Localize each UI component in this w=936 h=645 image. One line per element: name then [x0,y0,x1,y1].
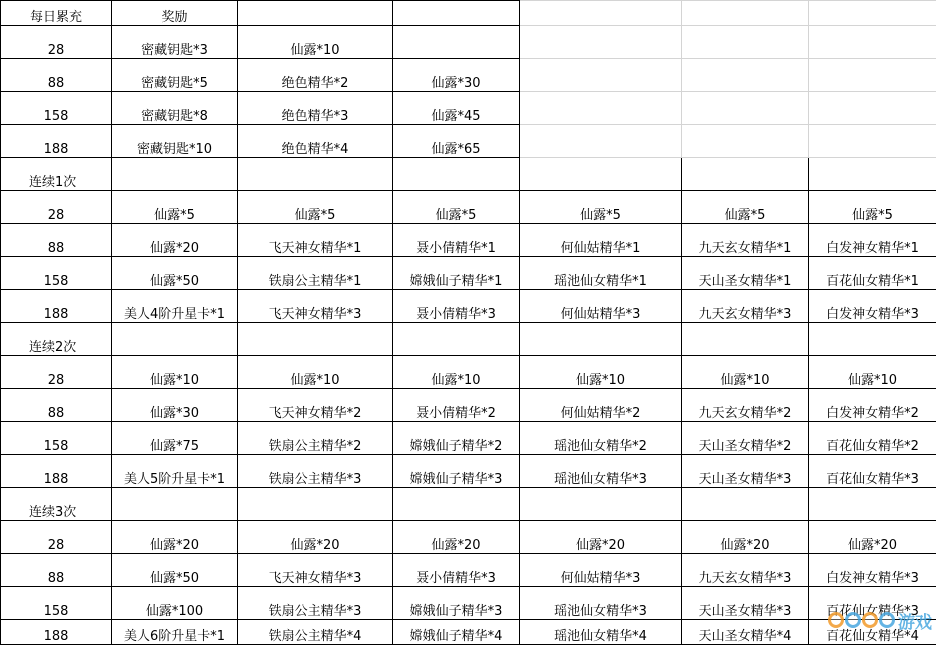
table-row [1,587,936,620]
reward-cell[interactable]: 瑶池仙女精华*3 [520,587,682,620]
table-cell[interactable] [393,1,520,26]
reward-cell[interactable]: 仙露*5 [682,191,809,224]
reward-cell[interactable]: 铁扇公主精华*1 [238,257,393,290]
table-row [1,290,936,323]
reward-cell[interactable]: 九天玄女精华*3 [682,554,809,587]
reward-cell[interactable]: 绝色精华*3 [238,92,393,125]
reward-cell[interactable]: 天山圣女精华*4 [682,620,809,645]
reward-cell[interactable]: 天山圣女精华*3 [682,587,809,620]
amount-cell[interactable]: 158 [1,92,112,125]
reward-cell[interactable]: 仙露*50 [112,257,238,290]
table-cell[interactable] [809,323,936,356]
reward-cell[interactable]: 飞天神女精华*3 [238,290,393,323]
reward-cell[interactable] [393,26,520,59]
table-cell[interactable] [682,1,809,26]
reward-cell[interactable]: 嫦娥仙子精华*4 [393,620,520,645]
table-cell[interactable] [112,488,238,521]
amount-cell[interactable]: 28 [1,191,112,224]
reward-cell[interactable]: 瑶池仙女精华*3 [520,455,682,488]
table-cell[interactable] [682,92,809,125]
section-row [1,488,936,521]
reward-cell[interactable]: 仙露*10 [238,26,393,59]
reward-cell[interactable]: 聂小倩精华*2 [393,389,520,422]
reward-cell[interactable]: 天山圣女精华*3 [682,455,809,488]
table-cell[interactable] [238,1,393,26]
amount-cell[interactable]: 158 [1,587,112,620]
table-row [1,125,936,158]
table-cell[interactable] [393,323,520,356]
reward-cell[interactable]: 仙露*10 [393,356,520,389]
amount-cell[interactable]: 28 [1,356,112,389]
section-row [1,158,936,191]
table-cell[interactable] [682,158,809,191]
table-cell[interactable] [809,125,936,158]
reward-cell[interactable]: 白发神女精华*2 [809,389,936,422]
table-cell[interactable] [393,158,520,191]
table-cell[interactable] [238,158,393,191]
reward-cell[interactable]: 何仙姑精华*1 [520,224,682,257]
reward-cell[interactable]: 嫦娥仙子精华*3 [393,455,520,488]
amount-cell[interactable]: 28 [1,521,112,554]
reward-cell[interactable]: 百花仙女精华*1 [809,257,936,290]
reward-cell[interactable]: 密藏钥匙*3 [112,26,238,59]
reward-cell[interactable]: 铁扇公主精华*4 [238,620,393,645]
table-row [1,92,936,125]
amount-cell[interactable]: 28 [1,26,112,59]
reward-cell[interactable]: 仙露*5 [112,191,238,224]
reward-cell[interactable]: 聂小倩精华*3 [393,290,520,323]
table-cell[interactable] [520,1,682,26]
reward-cell[interactable]: 仙露*5 [809,191,936,224]
reward-cell[interactable]: 仙露*30 [112,389,238,422]
table-cell[interactable] [809,92,936,125]
reward-cell[interactable]: 聂小倩精华*3 [393,554,520,587]
reward-cell[interactable]: 仙露*10 [520,356,682,389]
reward-cell[interactable]: 九天玄女精华*2 [682,389,809,422]
table-row [1,257,936,290]
table-row [1,224,936,257]
reward-cell[interactable]: 密藏钥匙*8 [112,92,238,125]
reward-cell[interactable]: 仙露*45 [393,92,520,125]
reward-cell[interactable]: 百花仙女精华*3 [809,587,936,620]
table-row [1,521,936,554]
reward-cell[interactable]: 美人4阶升星卡*1 [112,290,238,323]
reward-cell[interactable]: 白发神女精华*3 [809,554,936,587]
reward-cell[interactable]: 何仙姑精华*2 [520,389,682,422]
reward-cell[interactable]: 聂小倩精华*1 [393,224,520,257]
reward-cell[interactable]: 百花仙女精华*3 [809,455,936,488]
table-cell[interactable] [520,59,682,92]
section-title[interactable]: 连续1次 [1,158,112,191]
amount-cell[interactable]: 88 [1,59,112,92]
reward-cell[interactable]: 白发神女精华*1 [809,224,936,257]
reward-cell[interactable]: 仙露*20 [238,521,393,554]
amount-cell[interactable]: 188 [1,620,112,645]
reward-cell[interactable]: 嫦娥仙子精华*1 [393,257,520,290]
table-cell[interactable] [112,323,238,356]
table-cell[interactable] [393,488,520,521]
table-row [1,191,936,224]
table-cell[interactable] [682,323,809,356]
table-cell[interactable] [520,125,682,158]
table-cell[interactable] [238,488,393,521]
table-cell[interactable] [520,488,682,521]
reward-cell[interactable]: 铁扇公主精华*2 [238,422,393,455]
reward-cell[interactable]: 仙露*75 [112,422,238,455]
reward-cell[interactable]: 仙露*20 [809,521,936,554]
reward-cell[interactable]: 仙露*10 [682,356,809,389]
table-cell[interactable] [682,59,809,92]
amount-cell[interactable]: 88 [1,554,112,587]
table-cell[interactable] [682,488,809,521]
reward-cell[interactable]: 百花仙女精华*4 [809,620,936,645]
reward-cell[interactable]: 绝色精华*2 [238,59,393,92]
reward-cell[interactable]: 嫦娥仙子精华*3 [393,587,520,620]
reward-cell[interactable]: 密藏钥匙*10 [112,125,238,158]
table-row [1,455,936,488]
reward-cell[interactable]: 天山圣女精华*1 [682,257,809,290]
table-cell[interactable] [520,26,682,59]
section-title[interactable]: 连续2次 [1,323,112,356]
reward-cell[interactable]: 仙露*10 [112,356,238,389]
table-cell[interactable] [809,488,936,521]
amount-cell[interactable]: 188 [1,125,112,158]
reward-cell[interactable]: 仙露*20 [520,521,682,554]
reward-cell[interactable]: 仙露*10 [238,356,393,389]
table-cell[interactable] [520,92,682,125]
reward-cell[interactable]: 仙露*65 [393,125,520,158]
reward-cell[interactable]: 密藏钥匙*5 [112,59,238,92]
table-row [1,422,936,455]
reward-cell[interactable]: 仙露*10 [809,356,936,389]
reward-cell[interactable]: 绝色精华*4 [238,125,393,158]
amount-cell[interactable]: 88 [1,224,112,257]
reward-cell[interactable]: 仙露*20 [682,521,809,554]
reward-cell[interactable]: 天山圣女精华*2 [682,422,809,455]
reward-cell[interactable]: 何仙姑精华*3 [520,554,682,587]
reward-cell[interactable]: 仙露*30 [393,59,520,92]
table-row [1,59,936,92]
reward-cell[interactable]: 飞天神女精华*2 [238,389,393,422]
section-row [1,323,936,356]
reward-cell[interactable]: 仙露*100 [112,587,238,620]
table-cell[interactable] [112,158,238,191]
table-cell[interactable] [809,26,936,59]
amount-cell[interactable]: 158 [1,257,112,290]
reward-cell[interactable]: 仙露*5 [238,191,393,224]
amount-cell[interactable]: 158 [1,422,112,455]
table-row [1,554,936,587]
amount-cell[interactable]: 88 [1,389,112,422]
reward-cell[interactable]: 九天玄女精华*3 [682,290,809,323]
watermark-text: 游戏 [898,608,936,633]
reward-cell[interactable]: 瑶池仙女精华*2 [520,422,682,455]
reward-cell[interactable]: 百花仙女精华*2 [809,422,936,455]
amount-cell[interactable]: 188 [1,290,112,323]
table-cell[interactable] [520,158,682,191]
table-cell[interactable] [682,125,809,158]
table-row [1,26,936,59]
amount-cell[interactable]: 188 [1,455,112,488]
reward-cell[interactable]: 仙露*20 [112,521,238,554]
header-row [1,1,936,26]
reward-cell[interactable]: 仙露*5 [520,191,682,224]
reward-cell[interactable]: 仙露*5 [393,191,520,224]
reward-cell[interactable]: 何仙姑精华*3 [520,290,682,323]
reward-cell[interactable]: 飞天神女精华*1 [238,224,393,257]
section-title[interactable]: 连续3次 [1,488,112,521]
table-cell[interactable] [238,323,393,356]
header-daily-total: 每日累充 [1,1,112,26]
reward-cell[interactable]: 铁扇公主精华*3 [238,587,393,620]
header-reward: 奖励 [112,1,238,26]
reward-cell[interactable]: 美人5阶升星卡*1 [112,455,238,488]
reward-cell[interactable]: 铁扇公主精华*3 [238,455,393,488]
reward-cell[interactable]: 白发神女精华*3 [809,290,936,323]
reward-cell[interactable]: 九天玄女精华*1 [682,224,809,257]
reward-cell[interactable]: 飞天神女精华*3 [238,554,393,587]
reward-cell[interactable]: 美人6阶升星卡*1 [112,620,238,645]
table-row [1,356,936,389]
reward-cell[interactable]: 嫦娥仙子精华*2 [393,422,520,455]
table-cell[interactable] [809,1,936,26]
reward-cell[interactable]: 仙露*20 [393,521,520,554]
table-cell[interactable] [520,323,682,356]
table-cell[interactable] [809,59,936,92]
table-cell[interactable] [809,158,936,191]
reward-cell[interactable]: 仙露*50 [112,554,238,587]
table-row [1,620,936,645]
reward-cell[interactable]: 瑶池仙女精华*1 [520,257,682,290]
table-cell[interactable] [682,26,809,59]
reward-cell[interactable]: 仙露*20 [112,224,238,257]
reward-cell[interactable]: 瑶池仙女精华*4 [520,620,682,645]
table-row [1,389,936,422]
